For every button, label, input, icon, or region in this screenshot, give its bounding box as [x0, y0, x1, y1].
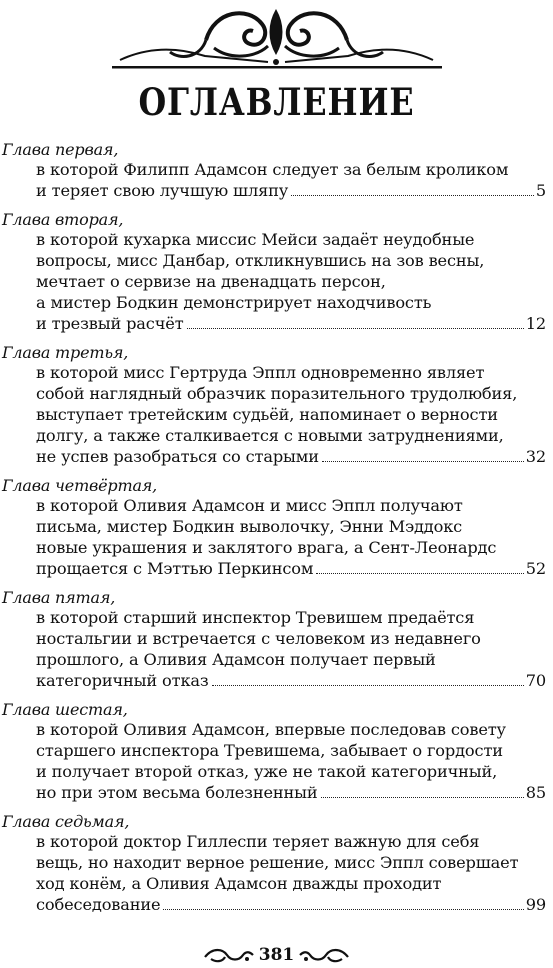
chapter-page-number[interactable]: 99 — [525, 895, 546, 914]
chapter-page-number[interactable]: 70 — [525, 671, 546, 690]
footer-flourish-right-icon — [298, 945, 350, 965]
description-line: категоричный отказ — [36, 671, 209, 690]
dot-leader — [321, 797, 524, 798]
description-last-line — [36, 558, 546, 579]
description-line: в которой Филипп Адамсон следует за белым кроликом — [36, 160, 509, 179]
toc-entry[interactable] — [0, 701, 553, 803]
chapter-page-number[interactable]: 52 — [525, 559, 546, 578]
description-line: долгу, а также сталкивается с новыми затруднениями, — [36, 426, 504, 445]
page-footer — [0, 944, 553, 966]
chapter-description — [0, 607, 553, 691]
chapter-name: Глава шестая, — [2, 700, 128, 719]
description-line: вещь, но находит верное решение, мисс Эппл совершает — [36, 853, 519, 872]
chapter-description — [0, 831, 553, 915]
chapter-name: Глава вторая, — [2, 210, 124, 229]
dot-leader — [322, 461, 524, 462]
dot-leader — [316, 573, 523, 574]
description-line: собеседование — [36, 895, 161, 914]
description-line: мечтает о сервизе на двенадцать персон, — [36, 272, 386, 291]
chapter-page-number[interactable]: 85 — [525, 783, 546, 802]
footer-flourish-left-icon — [203, 945, 255, 965]
description-line: ход конём, а Оливия Адамсон дважды проходит — [36, 874, 442, 893]
chapter-description — [0, 159, 553, 201]
description-line: в которой Оливия Адамсон и мисс Эппл получают — [36, 496, 463, 515]
description-line: и теряет свою лучшую шляпу — [36, 181, 289, 200]
description-line: письма, мистер Бодкин выволочку, Энни Мэддокс — [36, 517, 463, 536]
dot-leader — [187, 328, 524, 329]
description-last-line — [36, 313, 546, 334]
description-line: новые украшения и заклятого врага, а Сент-Леонардс — [36, 538, 497, 557]
description-last-line — [36, 782, 546, 803]
description-line: выступает третейским судьёй, напоминает о верности — [36, 405, 498, 424]
description-line: в которой Оливия Адамсон, впервые последовав совету — [36, 720, 506, 739]
description-line: ностальгии и встречается с человеком из недавнего — [36, 629, 481, 648]
description-line: в которой кухарка миссис Мейси задаёт неудобные — [36, 230, 475, 249]
description-last-line — [36, 446, 546, 467]
toc-entry[interactable] — [0, 813, 553, 915]
table-of-contents — [0, 141, 553, 925]
description-line: не успев разобраться со старыми — [36, 447, 319, 466]
toc-entry[interactable] — [0, 141, 553, 201]
chapter-page-number[interactable]: 32 — [525, 447, 546, 466]
description-line: прощается с Мэттью Перкинсом — [36, 559, 314, 578]
chapter-description — [0, 362, 553, 467]
description-line: и трезвый расчёт — [36, 314, 184, 333]
description-line: и получает второй отказ, уже не такой категоричный, — [36, 762, 498, 781]
dot-leader — [212, 685, 524, 686]
dot-leader — [163, 909, 523, 910]
chapter-name: Глава третья, — [2, 343, 129, 362]
chapter-name: Глава пятая, — [2, 588, 116, 607]
chapter-name: Глава первая, — [2, 140, 119, 159]
toc-entry[interactable] — [0, 344, 553, 467]
description-last-line — [36, 894, 546, 915]
page-number: 381 — [258, 945, 295, 965]
chapter-name: Глава четвёртая, — [2, 476, 158, 495]
description-line: а мистер Бодкин демонстрирует находчивость — [36, 293, 432, 312]
toc-entry[interactable] — [0, 477, 553, 579]
description-line: в которой мисс Гертруда Эппл одновременно являет — [36, 363, 485, 382]
description-line: вопросы, мисс Данбар, откликнувшись на зов весны, — [36, 251, 485, 270]
chapter-description — [0, 229, 553, 334]
description-line: собой наглядный образчик поразительного трудолюбия, — [36, 384, 518, 403]
description-line: в которой доктор Гиллеспи теряет важную для себя — [36, 832, 480, 851]
chapter-description — [0, 495, 553, 579]
description-line: прошлого, а Оливия Адамсон получает первый — [36, 650, 436, 669]
chapter-page-number[interactable]: 5 — [535, 181, 546, 200]
description-last-line — [36, 670, 546, 691]
chapter-description — [0, 719, 553, 803]
description-line: в которой старший инспектор Тревишем предаётся — [36, 608, 475, 627]
page-title: ОГЛАВЛЕНИЕ — [138, 80, 415, 124]
chapter-page-number[interactable]: 12 — [525, 314, 546, 333]
description-line: старшего инспектора Тревишема, забывает о гордости — [36, 741, 503, 760]
toc-entry[interactable] — [0, 211, 553, 334]
chapter-name: Глава седьмая, — [2, 812, 130, 831]
dot-leader — [291, 195, 534, 196]
header-scroll-ornament-icon — [0, 0, 553, 72]
description-last-line — [36, 180, 546, 201]
toc-entry[interactable] — [0, 589, 553, 691]
description-line: но при этом весьма болезненный — [36, 783, 318, 802]
